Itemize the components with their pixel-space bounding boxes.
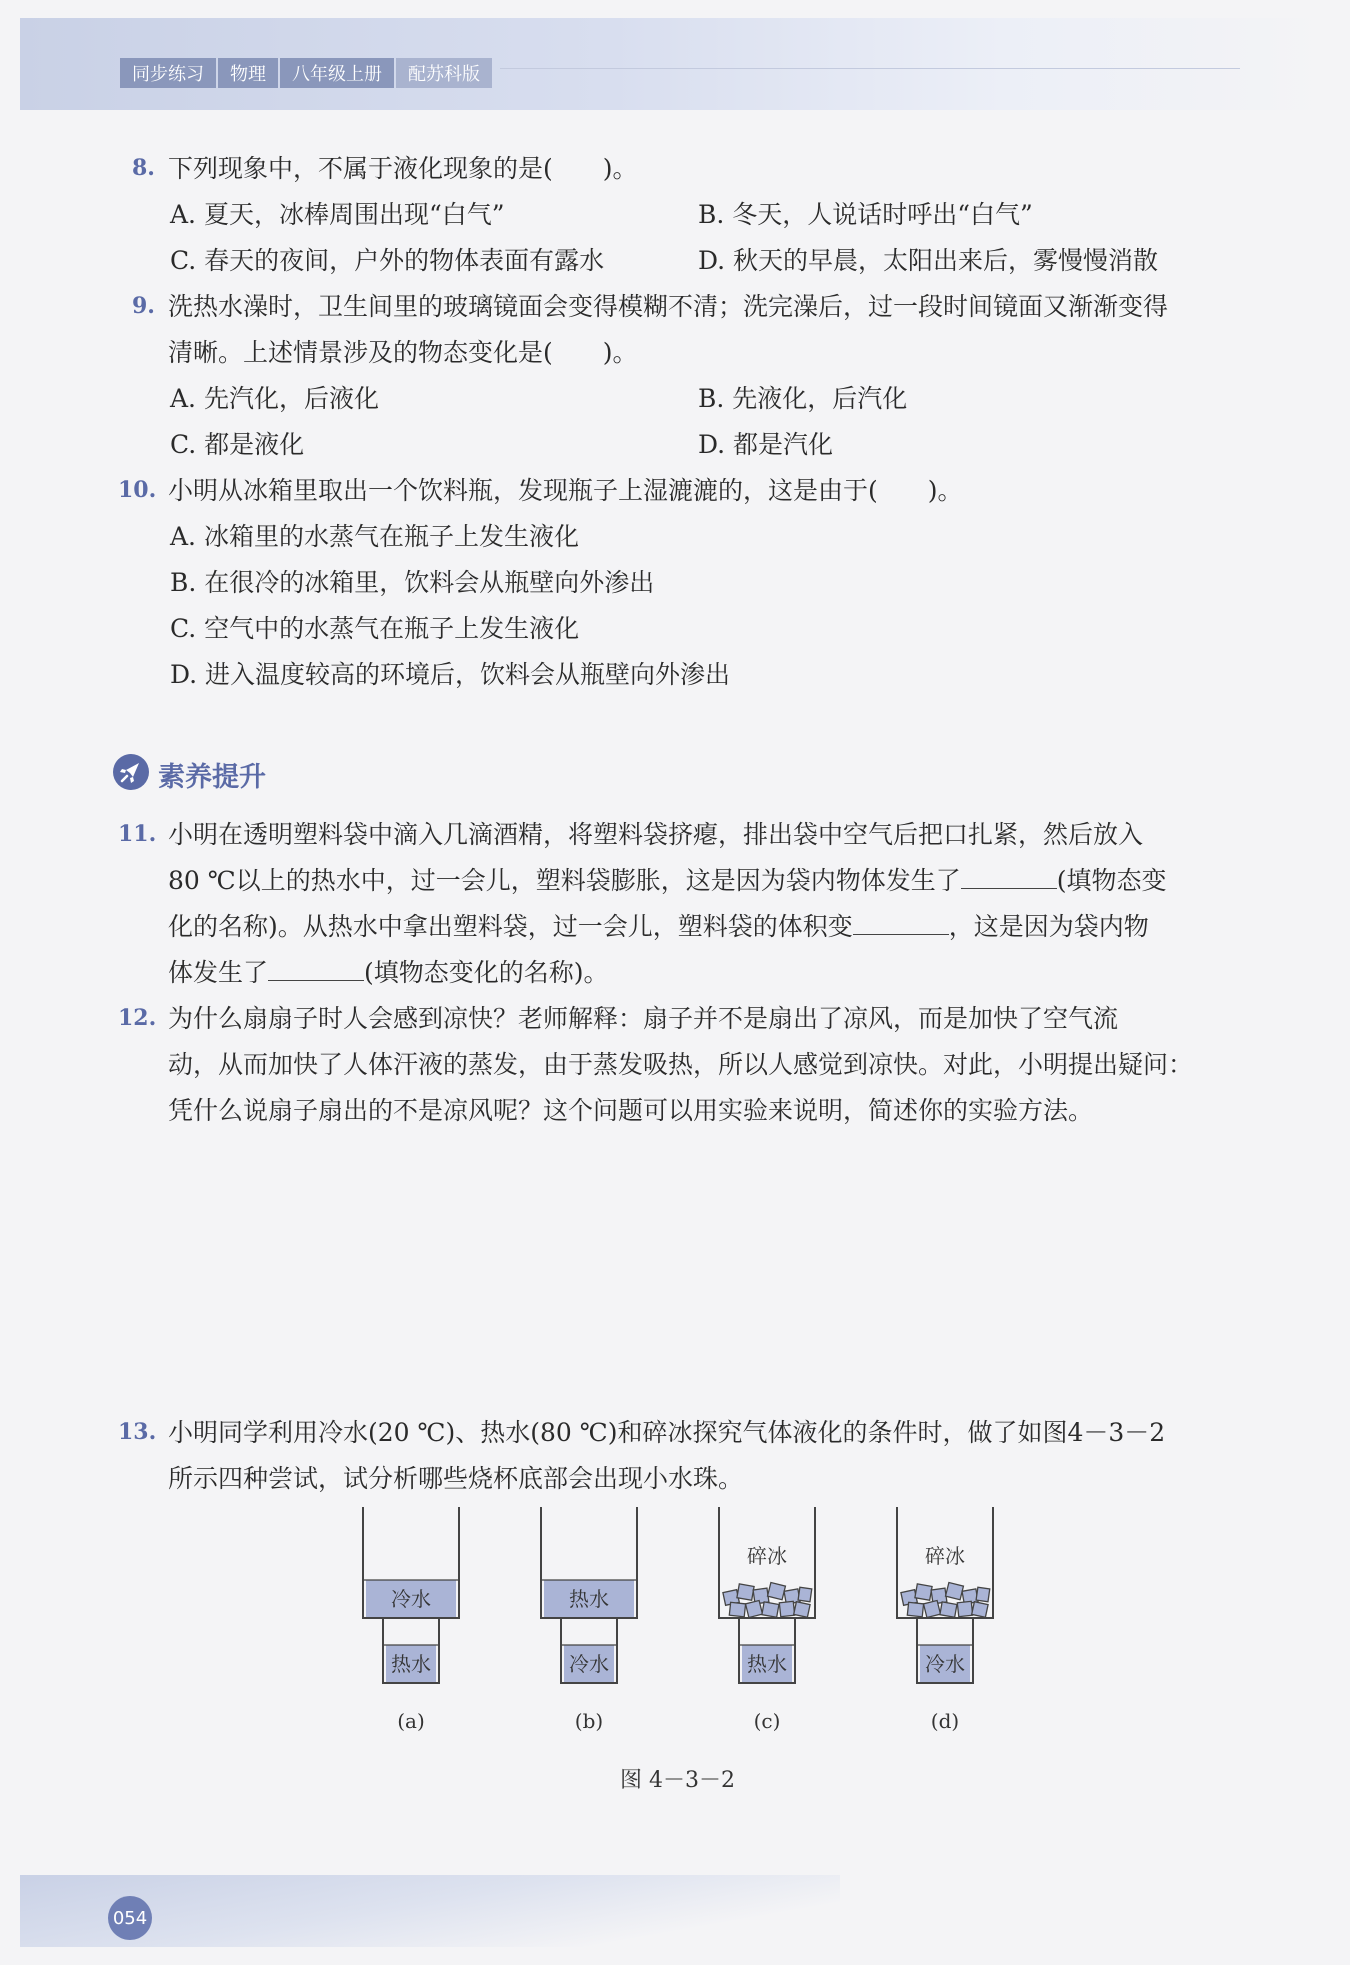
question-number: 8. [132,155,155,181]
question-text: (填物态变 [1056,866,1167,895]
header-grade: 八年级上册 [280,58,394,88]
question-number: 11. [118,821,157,847]
beaker-lower-label: 冷水 [569,1652,609,1676]
beaker-d [897,1507,993,1683]
beaker-lower-label: 冷水 [925,1652,965,1676]
option-c: C. 都是液化 [170,430,305,459]
option-b: B. 先液化，后汽化 [698,384,908,413]
answer-blank[interactable] [961,862,1057,889]
question-line [168,858,1167,904]
question-text: (填物态变化的名称)。 [364,958,609,987]
subfigure-label: (d) [930,1709,960,1733]
question-text: 体发生了 [168,958,269,987]
question-number: 10. [118,477,157,503]
option-c: C. 空气中的水蒸气在瓶子上发生液化 [170,614,580,643]
question-number: 13. [118,1419,157,1445]
option-d: D. 进入温度较高的环境后，饮料会从瓶壁向外渗出 [170,660,731,689]
beaker-lower-label: 热水 [391,1652,431,1676]
beaker-c [719,1507,815,1683]
question-stem-line: 清晰。上述情景涉及的物态变化是( )。 [168,338,638,367]
option-c: C. 春天的夜间，户外的物体表面有露水 [170,246,605,275]
subfigure-label: (b) [574,1709,604,1733]
beaker-lower-label: 热水 [747,1652,787,1676]
question-line: 小明在透明塑料袋中滴入几滴酒精，将塑料袋挤瘪，排出袋中空气后把口扎紧，然后放入 [168,820,1144,849]
book-header [120,58,492,88]
subfigure-label: (c) [753,1709,781,1733]
beaker-figure [360,1505,1000,1745]
page-number: 054 [108,1896,152,1940]
option-d: D. 秋天的早晨，太阳出来后，雾慢慢消散 [698,246,1159,275]
option-a: A. 先汽化，后液化 [170,384,379,413]
rocket-icon [112,753,150,795]
header-series: 同步练习 [120,58,216,88]
section-title: 素养提升 [158,761,266,793]
question-text: 化的名称)。从热水中拿出塑料袋，过一会儿，塑料袋的体积变 [168,912,853,941]
question-line: 为什么扇扇子时人会感到凉快？老师解释：扇子并不是扇出了凉风，而是加快了空气流 [168,1004,1119,1033]
header-subject: 物理 [218,58,278,88]
beaker-drawing [360,1505,1000,1745]
question-line [168,950,609,996]
header-rule [500,68,1240,69]
option-a: A. 冰箱里的水蒸气在瓶子上发生液化 [170,522,579,551]
crushed-ice [723,1583,812,1618]
question-stem: 小明从冰箱里取出一个饮料瓶，发现瓶子上湿漉漉的，这是由于( )。 [168,476,963,505]
option-a: A. 夏天，冰棒周围出现“白气” [170,200,505,229]
option-d: D. 都是汽化 [698,430,834,459]
answer-blank[interactable] [268,954,364,981]
question-line: 凭什么说扇子扇出的不是凉风呢？这个问题可以用实验来说明，简述你的实验方法。 [168,1096,1094,1125]
option-b: B. 冬天，人说话时呼出“白气” [698,200,1033,229]
answer-blank[interactable] [853,908,949,935]
beaker-b [541,1507,637,1683]
question-text: ，这是因为袋内物 [948,912,1149,941]
section-heading [112,754,266,794]
question-text: 80 ℃以上的热水中，过一会儿，塑料袋膨胀，这是因为袋内物体发生了 [168,866,961,895]
question-line: 动，从而加快了人体汗液的蒸发，由于蒸发吸热，所以人感觉到凉快。对此，小明提出疑问： [168,1050,1194,1079]
question-number: 9. [132,293,155,319]
beaker-upper-label: 冷水 [391,1587,431,1611]
option-b: B. 在很冷的冰箱里，饮料会从瓶壁向外渗出 [170,568,655,597]
question-number: 12. [118,1005,157,1031]
question-stem: 下列现象中，不属于液化现象的是( )。 [168,154,638,183]
question-line: 所示四种尝试，试分析哪些烧杯底部会出现小水珠。 [168,1464,744,1493]
crushed-ice [901,1583,990,1618]
question-stem-line: 洗热水澡时，卫生间里的玻璃镜面会变得模糊不清；洗完澡后，过一段时间镜面又渐渐变得 [168,292,1169,321]
figure-caption: 图 4－3－2 [620,1768,735,1793]
question-line [168,904,1149,950]
beaker-upper-label: 热水 [569,1587,609,1611]
question-line: 小明同学利用冷水(20 ℃)、热水(80 ℃)和碎冰探究气体液化的条件时，做了如图4－3－2 [168,1418,1166,1447]
beaker-upper-label: 碎冰 [747,1544,787,1568]
header-edition: 配苏科版 [396,58,492,88]
subfigure-label: (a) [397,1709,425,1733]
beaker-upper-label: 碎冰 [925,1544,965,1568]
beaker-a [363,1507,459,1683]
